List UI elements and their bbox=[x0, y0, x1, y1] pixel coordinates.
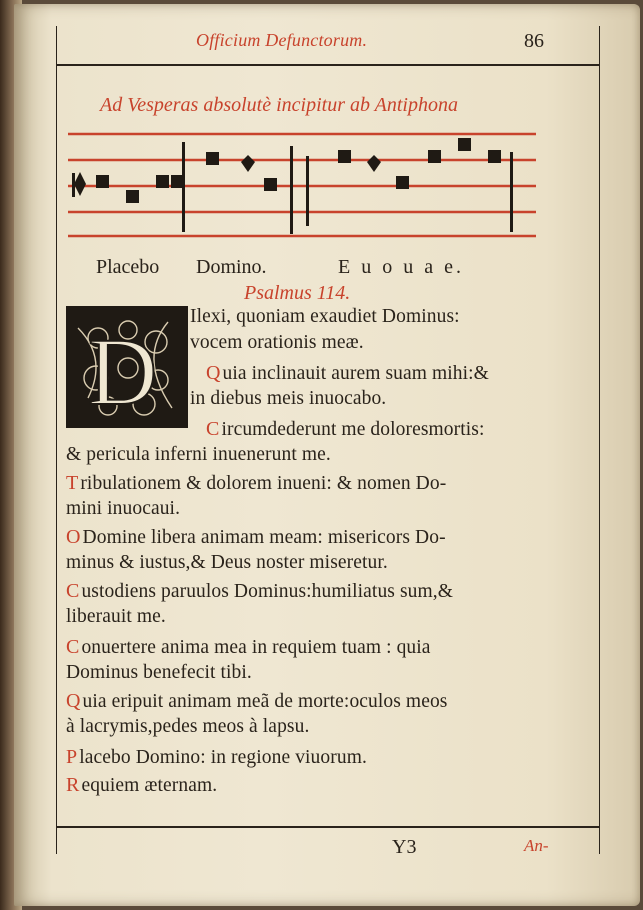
decorated-initial-d-icon bbox=[66, 306, 188, 428]
text-line-content: lacebo Domino: in regione viuorum. bbox=[79, 747, 367, 768]
chant-staff bbox=[64, 126, 540, 244]
svg-text:D: D bbox=[88, 318, 158, 425]
psalm-title: Psalmus 114. bbox=[244, 282, 351, 304]
note-icon bbox=[264, 178, 277, 191]
rubricated-capital: Q bbox=[206, 362, 221, 384]
bar-line bbox=[306, 156, 309, 226]
text-line bbox=[66, 716, 309, 738]
note-icon bbox=[428, 150, 441, 163]
rubricated-capital: O bbox=[66, 526, 81, 548]
text-line-content: & pericula inferni inuenerunt me. bbox=[66, 444, 331, 465]
text-line bbox=[66, 606, 166, 628]
rubricated-capital: C bbox=[206, 418, 220, 440]
text-line-content: liberauit me. bbox=[66, 606, 166, 627]
text-line bbox=[206, 362, 489, 385]
text-line-content: à lacrymis,pedes meos à lapsu. bbox=[66, 716, 310, 737]
text-line bbox=[206, 418, 485, 441]
lyric-syllable: Placebo bbox=[96, 256, 160, 278]
note-icon bbox=[488, 150, 501, 163]
note-icon bbox=[96, 175, 109, 188]
text-line-content: uia eripuit animam meã de morte:oculos meos bbox=[82, 691, 448, 712]
text-line-content: equiem æternam. bbox=[81, 775, 218, 796]
footer-rule bbox=[56, 826, 600, 828]
text-line-content: ustodiens paruulos Dominus:humiliatus sum,& bbox=[81, 581, 454, 602]
running-head: Officium Defunctorum. bbox=[196, 30, 368, 50]
rubricated-capital: T bbox=[66, 472, 79, 494]
header-rule bbox=[56, 64, 600, 66]
text-line bbox=[66, 690, 448, 713]
note-icon bbox=[126, 190, 139, 203]
bar-line bbox=[510, 152, 513, 232]
note-icon bbox=[206, 152, 219, 165]
catchword: An- bbox=[524, 836, 549, 855]
page-number: 86 bbox=[524, 30, 544, 52]
text-line bbox=[66, 444, 331, 466]
text-line-content: uia inclinauit aurem suam mihi:& bbox=[222, 363, 489, 384]
text-line bbox=[190, 388, 386, 410]
text-line-content: vocem orationis meæ. bbox=[190, 332, 364, 353]
text-line-content: in diebus meis inuocabo. bbox=[190, 388, 387, 409]
rubricated-capital: R bbox=[66, 774, 80, 796]
text-line bbox=[66, 774, 217, 797]
text-line bbox=[190, 306, 460, 328]
text-line bbox=[66, 526, 446, 549]
text-line bbox=[66, 662, 252, 684]
text-line bbox=[66, 580, 453, 603]
signature-mark: Y3 bbox=[392, 836, 417, 858]
text-line-content: Dominus benefecit tibi. bbox=[66, 662, 252, 683]
note-icon bbox=[338, 150, 351, 163]
text-line-content: ribulationem & dolorem inueni: & nomen Do- bbox=[80, 473, 447, 494]
text-line bbox=[66, 636, 431, 659]
bar-line bbox=[290, 146, 293, 234]
lyric-syllable: Domino. bbox=[196, 256, 267, 278]
rubricated-capital: C bbox=[66, 580, 80, 602]
text-line-content: mini inuocaui. bbox=[66, 498, 181, 519]
text-line bbox=[66, 472, 446, 495]
text-line bbox=[66, 552, 388, 574]
text-line-content: Ilexi, quoniam exaudiet Dominus: bbox=[190, 306, 460, 327]
text-line bbox=[66, 746, 367, 769]
note-icon bbox=[156, 175, 169, 188]
note-icon bbox=[458, 138, 471, 151]
note-icon bbox=[396, 176, 409, 189]
text-line-content: ircumdederunt me doloresmortis: bbox=[221, 419, 485, 440]
rubricated-capital: Q bbox=[66, 690, 81, 712]
rubricated-capital: P bbox=[66, 746, 78, 768]
rubric: Ad Vesperas absolutè incipitur ab Antiphona bbox=[100, 94, 458, 116]
bar-line bbox=[182, 142, 185, 232]
clef-icon bbox=[74, 172, 86, 196]
lyric-syllable: E u o u a e. bbox=[338, 256, 464, 278]
note-icon bbox=[367, 155, 381, 172]
text-line bbox=[190, 332, 364, 354]
text-line-content: onuertere anima mea in requiem tuam : quia bbox=[81, 637, 431, 658]
text-line-content: Domine libera animam meam: misericors Do- bbox=[82, 527, 446, 548]
text-line-content: minus & iustus,& Deus noster miseretur. bbox=[66, 552, 388, 573]
rubricated-capital: C bbox=[66, 636, 80, 658]
note-icon bbox=[241, 155, 255, 172]
text-line bbox=[66, 498, 180, 520]
